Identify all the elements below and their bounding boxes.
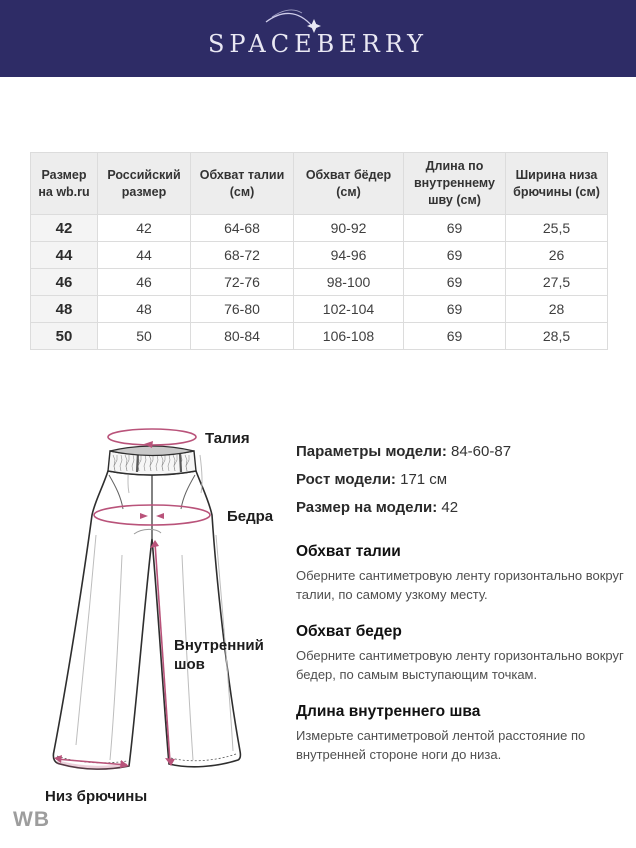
size-table xyxy=(30,152,608,350)
size-table-row xyxy=(31,296,608,323)
size-cell: 98-100 xyxy=(294,269,404,296)
size-cell: 102-104 xyxy=(294,296,404,323)
brand-logo: SPACEBERRY xyxy=(207,30,428,58)
inseam-label: Внутренний шов xyxy=(174,637,264,673)
size-cell: 26 xyxy=(506,242,608,269)
size-cell: 106-108 xyxy=(294,323,404,350)
model-size-label: Размер на модели: xyxy=(296,499,438,516)
size-cell: 72-76 xyxy=(191,269,294,296)
waist-guide-text: Оберните сантиметровую ленту горизонтально вокруг талии, по самому узкому месту. xyxy=(296,568,624,602)
size-table-body xyxy=(31,215,608,350)
size-table-row xyxy=(31,323,608,350)
size-cell: 69 xyxy=(404,215,506,242)
waist-guide-title: Обхват талии xyxy=(296,543,401,560)
col-header-inseam: Длина по внутреннему шву (см) xyxy=(404,153,506,215)
model-size-value: 42 xyxy=(441,499,459,516)
size-table-row xyxy=(31,269,608,296)
col-header-hips: Обхват бёдер (см) xyxy=(294,153,404,215)
size-cell: 69 xyxy=(404,269,506,296)
size-cell: 68-72 xyxy=(191,242,294,269)
inseam-guide-title: Длина внутреннего шва xyxy=(296,703,481,720)
size-table-row xyxy=(31,242,608,269)
model-params-value: 84-60-87 xyxy=(451,443,512,460)
inseam-guide-text: Измерьте сантиметровой лентой расстояние по внутренней стороне ноги до низа. xyxy=(296,728,586,762)
waist-label: Талия xyxy=(205,430,250,447)
size-table-header xyxy=(31,153,608,215)
size-cell: 64-68 xyxy=(191,215,294,242)
size-cell: 76-80 xyxy=(191,296,294,323)
size-cell: 69 xyxy=(404,296,506,323)
wb-watermark: WB xyxy=(13,808,50,831)
size-cell: 44 xyxy=(98,242,191,269)
pants-diagram xyxy=(30,415,310,815)
model-params-line xyxy=(296,438,626,466)
size-cell: 50 xyxy=(98,323,191,350)
size-cell: 46 xyxy=(98,269,191,296)
size-cell: 94-96 xyxy=(294,242,404,269)
brand-header xyxy=(0,0,636,77)
hem-label: Низ брючины xyxy=(45,788,148,805)
size-cell-wb: 50 xyxy=(31,323,98,350)
col-header-ru-size: Российский размер xyxy=(98,153,191,215)
col-header-waist: Обхват талии (см) xyxy=(191,153,294,215)
size-cell: 48 xyxy=(98,296,191,323)
model-height-value: 171 см xyxy=(400,471,448,488)
hips-guide-title: Обхват бедер xyxy=(296,623,402,640)
size-cell-wb: 48 xyxy=(31,296,98,323)
size-cell-wb: 44 xyxy=(31,242,98,269)
size-cell: 90-92 xyxy=(294,215,404,242)
hips-guide-text: Оберните сантиметровую ленту горизонтально вокруг бедер, по самым выступающим точкам. xyxy=(296,648,624,682)
measure-guide xyxy=(296,543,626,783)
size-cell: 27,5 xyxy=(506,269,608,296)
size-cell-wb: 42 xyxy=(31,215,98,242)
model-info xyxy=(296,438,626,522)
model-size-line xyxy=(296,494,626,522)
size-cell: 25,5 xyxy=(506,215,608,242)
size-cell: 42 xyxy=(98,215,191,242)
size-cell: 28,5 xyxy=(506,323,608,350)
col-header-wb-size: Размер на wb.ru xyxy=(31,153,98,215)
hips-label: Бедра xyxy=(227,508,274,525)
size-cell: 69 xyxy=(404,323,506,350)
size-table-row xyxy=(31,215,608,242)
model-height-line xyxy=(296,466,626,494)
model-height-label: Рост модели: xyxy=(296,471,396,488)
size-cell: 69 xyxy=(404,242,506,269)
col-header-hem-width: Ширина низа брючины (см) xyxy=(506,153,608,215)
size-cell: 80-84 xyxy=(191,323,294,350)
size-cell-wb: 46 xyxy=(31,269,98,296)
size-cell: 28 xyxy=(506,296,608,323)
model-params-label: Параметры модели: xyxy=(296,443,447,460)
